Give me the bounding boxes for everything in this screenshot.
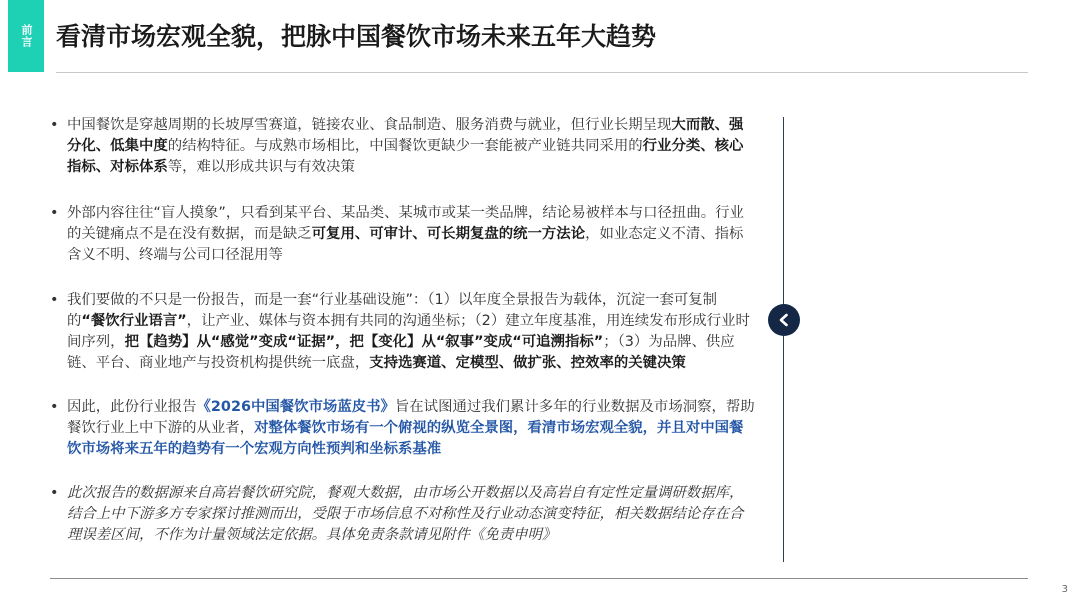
bullet-list (50, 115, 755, 546)
vertical-divider (783, 117, 784, 562)
page-number: 3 (1061, 584, 1068, 595)
bullet-text: 因此，此份行业报告 (67, 399, 197, 415)
bullet-item (50, 203, 755, 266)
chevron-left-icon (777, 313, 791, 327)
page-title: 看清市场宏观全貌，把脉中国餐饮市场未来五年大趋势 (56, 22, 657, 51)
bullet-highlight: 对整体餐饮市场有一个俯视的纵览全景图，看清市场宏观全貌，并且对中国餐饮市场将来五年的趋势有一个宏观方向性预判和坐标系基准 (67, 420, 744, 457)
bullet-text: 中国餐饮是穿越周期的长坡厚雪赛道，链接农业、食品制造、服务消费与就业，但行业长期呈现 (67, 117, 672, 133)
report-title-highlight: 《2026中国餐饮市场蓝皮书》 (196, 399, 395, 415)
section-tag: 前言 (8, 0, 44, 72)
bullet-text: 外部内容往往“盲人摸象”，只看到某平台、某品类、某城市或某一类品牌，结论易被样本与口径扭曲。行业的关键痛点不是在没有数据，而是缺乏 (67, 205, 744, 242)
bullet-item-disclaimer (50, 483, 755, 546)
bullet-text: ，让产业、媒体与资本拥有共同的沟通坐标；（2）建立年度基准，用连续发布形成行业时间序列， (67, 313, 750, 350)
bullet-emphasis: 可复用、可审计、可长期复盘的统一方法论 (311, 226, 586, 242)
bullet-text: ，如业态定义不清、指标含义不明、终端与公司口径混用等 (67, 226, 744, 263)
bullet-text: 的结构特征。与成熟市场相比，中国餐饮更缺少一套能被产业链共同采用的 (167, 138, 643, 154)
bullet-text: 我们要做的不只是一份报告，而是一套“行业基础设施”：（1）以年度全景报告为载体，沉淀一套可复制的 (67, 292, 718, 329)
bullet-item (50, 115, 755, 178)
bullet-item (50, 290, 755, 374)
prev-page-button[interactable] (768, 304, 800, 336)
footer-divider (50, 578, 1028, 579)
bullet-text: 等，难以形成共识与有效决策 (167, 159, 355, 175)
bullet-emphasis: 行业分类、核心指标、对标体系 (67, 138, 744, 175)
bullet-text: ；（3）为品牌、供应链、平台、商业地产与投资机构提供统一底盘， (67, 334, 735, 371)
bullet-text: 旨在试图通过我们累计多年的行业数据及市场洞察，帮助餐饮行业上中下游的从业者， (67, 399, 755, 436)
bullet-emphasis: 把【趋势】从“感觉”变成“证据”，把【变化】从“叙事”变成“可追溯指标” (124, 334, 604, 350)
bullet-emphasis: “餐饮行业语言” (81, 313, 187, 329)
bullet-emphasis: 大而散、强分化、低集中度 (67, 117, 744, 154)
bullet-item (50, 397, 755, 460)
disclaimer-text: 此次报告的数据源来自高岩餐饮研究院，餐观大数据，由市场公开数据以及高岩自有定性定量调研数据库，结合上中下游多方专家探讨推测而出，受限于市场信息不对称性及行业动态演变特征，相关数据结论存在合理误差区间，不作为计量领域法定依据。具体免责条款请见附件《免责申明》 (67, 485, 744, 543)
title-divider (56, 72, 1028, 73)
bullet-emphasis: 支持选赛道、定模型、做扩张、控效率的关键决策 (369, 355, 686, 371)
